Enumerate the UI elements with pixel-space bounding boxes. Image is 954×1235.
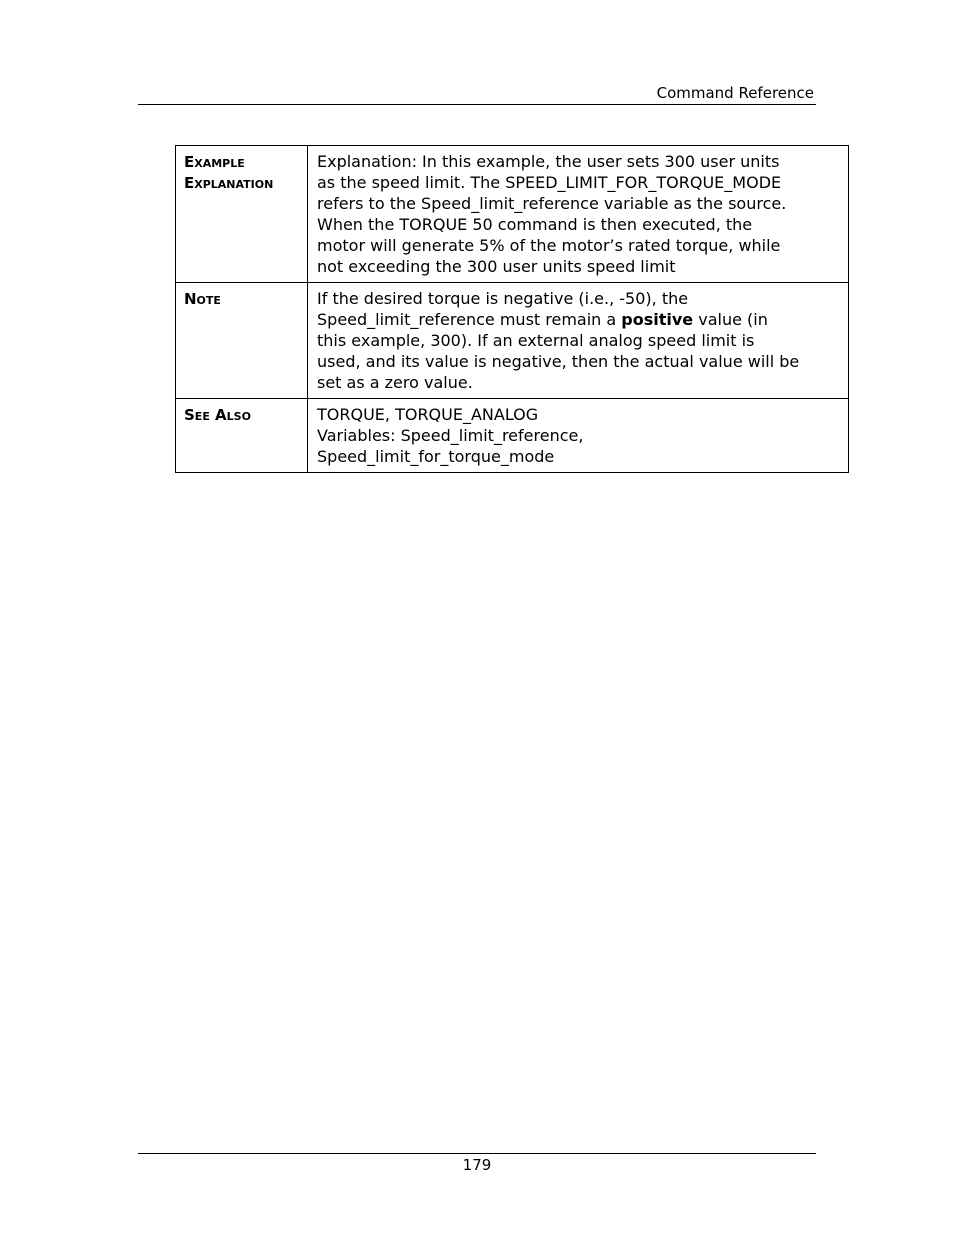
- footer-rule: [138, 1153, 816, 1154]
- description-text: value (in: [693, 310, 768, 329]
- description-line: refers to the Speed_limit_reference variable as the source.: [317, 194, 787, 213]
- table-row-example-explanation: [176, 146, 849, 283]
- header-rule: [138, 104, 816, 105]
- table-row-note: [176, 283, 849, 399]
- term-label: See Also: [184, 406, 251, 424]
- description-cell: [308, 146, 849, 283]
- description-line: Variables: Speed_limit_reference,: [317, 426, 584, 445]
- description-cell: [308, 283, 849, 399]
- description-line: this example, 300). If an external analog speed limit is: [317, 331, 755, 350]
- description-line: Speed_limit_for_torque_mode: [317, 447, 555, 466]
- table-row-see-also: [176, 399, 849, 473]
- description-line: not exceeding the 300 user units speed limit: [317, 257, 676, 276]
- description-line: as the speed limit. The SPEED_LIMIT_FOR_TORQUE_MODE: [317, 173, 782, 192]
- description-line: [317, 309, 840, 330]
- term-label: Note: [184, 290, 221, 308]
- description-line: If the desired torque is negative (i.e., -50), the: [317, 289, 689, 308]
- term-cell: [176, 399, 308, 473]
- term-cell: [176, 146, 308, 283]
- term-label: Example: [184, 153, 245, 171]
- description-line: When the TORQUE 50 command is then executed, the: [317, 215, 753, 234]
- description-line: used, and its value is negative, then the actual value will be: [317, 352, 800, 371]
- description-text: Speed_limit_reference must remain a: [317, 310, 622, 329]
- header-title: Command Reference: [656, 84, 814, 102]
- description-line: motor will generate 5% of the motor’s rated torque, while: [317, 236, 781, 255]
- description-line: TORQUE, TORQUE_ANALOG: [317, 405, 539, 424]
- description-line: Explanation: In this example, the user sets 300 user units: [317, 152, 780, 171]
- term-cell: [176, 283, 308, 399]
- emphasis-positive: positive: [621, 310, 694, 329]
- page-number: 179: [462, 1156, 492, 1174]
- term-label: Explanation: [184, 174, 274, 192]
- description-cell: [308, 399, 849, 473]
- description-line: set as a zero value.: [317, 373, 473, 392]
- command-reference-table: [175, 145, 849, 473]
